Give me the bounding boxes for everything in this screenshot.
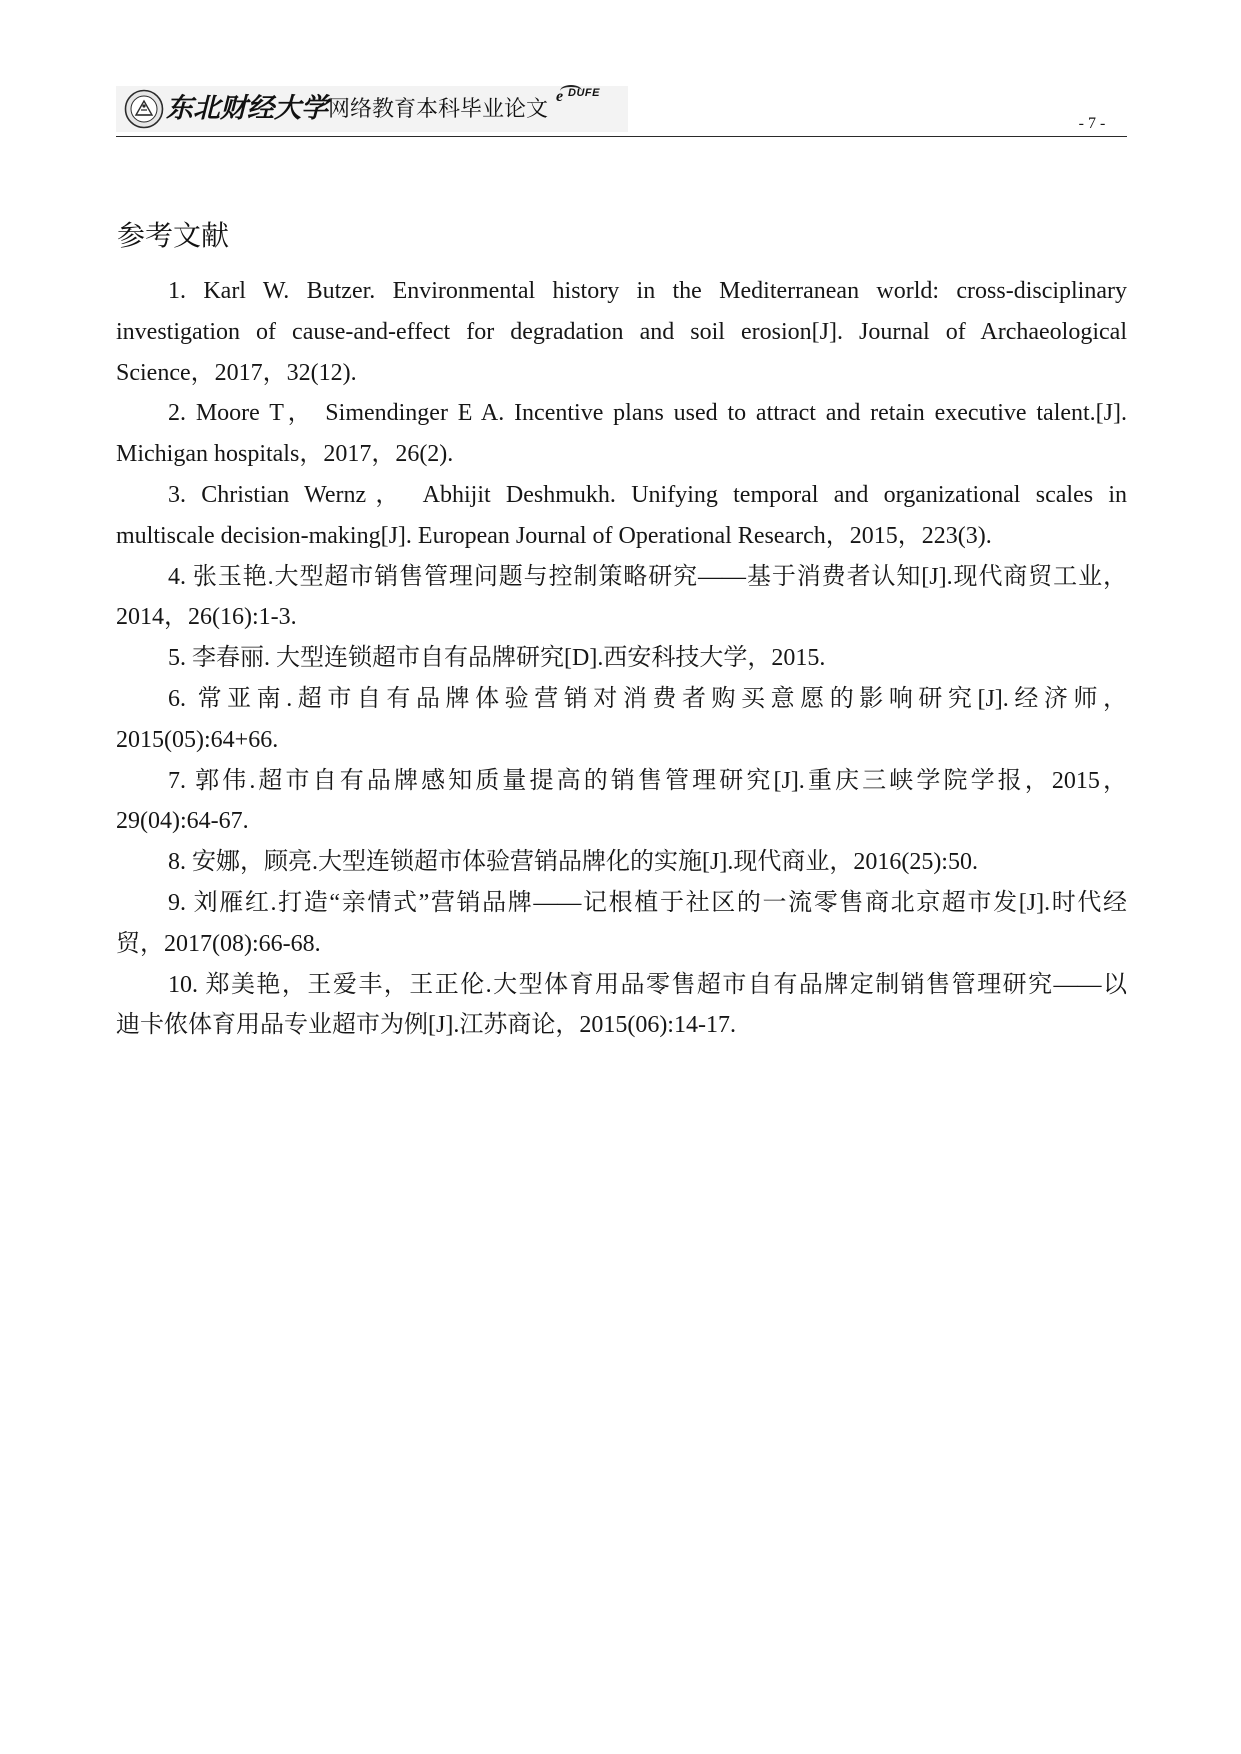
reference-item: [116, 883, 1127, 965]
reference-text: Christian Wernz， Abhijit Deshmukh. Unifying temporal and organizational scales in: [201, 481, 1128, 508]
header-divider: [116, 136, 1127, 137]
reference-line: [116, 883, 1127, 924]
reference-line: [116, 761, 1127, 802]
reference-number: 4.: [168, 563, 186, 590]
reference-number: 10.: [168, 971, 198, 998]
reference-line: 2014，26(16):1-3.: [116, 604, 297, 631]
reference-line: Michigan hospitals，2017，26(2).: [116, 441, 454, 468]
reference-text: 张玉艳.大型超市销售管理问题与控制策略研究——基于消费者认知[J].现代商贸工业，: [192, 563, 1128, 590]
reference-text: 常亚南.超市自有品牌体验营销对消费者购买意愿的影响研究[J].经济师，: [197, 685, 1128, 712]
reference-line: 贸，2017(08):66-68.: [116, 930, 321, 957]
reference-item: [116, 475, 1127, 557]
reference-list: [116, 271, 1127, 1046]
reference-number: 7.: [168, 767, 186, 794]
reference-item: [116, 393, 1127, 475]
reference-text: 李春丽. 大型连锁超市自有品牌研究[D].西安科技大学，2015.: [192, 645, 826, 672]
reference-number: 5.: [168, 645, 186, 672]
reference-text: 郭伟.超市自有品牌感知质量提高的销售管理研究[J].重庆三峡学院学报，2015，: [195, 767, 1127, 794]
header-banner: [116, 86, 628, 132]
reference-line: Science，2017，32(12).: [116, 359, 357, 386]
reference-text: 安娜，顾亮.大型连锁超市体验营销品牌化的实施[J].现代商业，2016(25):50.: [192, 849, 978, 876]
reference-number: 1.: [168, 278, 186, 304]
reference-item: [116, 557, 1127, 639]
reference-line: [116, 271, 1127, 312]
logo-e-letter: e: [556, 88, 564, 105]
reference-item: [116, 679, 1127, 761]
reference-text: Karl W. Butzer. Environmental history in the Mediterranean world: cross-disciplinary: [203, 278, 1127, 304]
university-name: 东北财经大学: [166, 93, 328, 124]
reference-line: [116, 842, 1127, 883]
reference-line: 29(04):64-67.: [116, 808, 249, 835]
reference-line: [116, 475, 1127, 516]
reference-text: 刘雁红.打造“亲情式”营销品牌——记根植于社区的一流零售商北京超市发[J].时代经: [193, 889, 1127, 916]
reference-number: 2.: [168, 400, 186, 427]
reference-number: 6.: [168, 685, 186, 712]
reference-line: multiscale decision-making[J]. European Journal of Operational Research，2015，223(3).: [116, 522, 992, 549]
reference-item: [116, 638, 1127, 679]
reference-item: [116, 965, 1127, 1047]
reference-item: [116, 842, 1127, 883]
reference-line: 2015(05):64+66.: [116, 726, 279, 753]
thesis-type-title: 网络教育本科毕业论文: [328, 97, 549, 122]
reference-line: [116, 679, 1127, 720]
dufe-logo: [556, 87, 624, 107]
reference-text: 郑美艳，王爱丰，王正伦.大型体育用品零售超市自有品牌定制销售管理研究——以: [205, 971, 1128, 998]
logo-text: DUFE: [568, 87, 600, 99]
reference-line: investigation of cause-and-effect for degradation and soil erosion[J]. Journal of Archaeological: [116, 318, 1127, 345]
page-number: - 7 -: [1078, 115, 1106, 132]
reference-line: [116, 638, 1127, 679]
reference-item: [116, 761, 1127, 843]
university-emblem-icon: [124, 89, 164, 129]
section-title: 参考文献: [117, 219, 230, 252]
reference-text: Moore T， Simendinger E A. Incentive plans used to attract and retain executive talent.[J].: [195, 400, 1128, 427]
reference-line: [116, 557, 1127, 598]
reference-line: 迪卡侬体育用品专业超市为例[J].江苏商论，2015(06):14-17.: [116, 1012, 736, 1039]
reference-number: 9.: [168, 889, 186, 916]
reference-number: 3.: [168, 481, 186, 508]
reference-line: [116, 965, 1127, 1006]
reference-number: 8.: [168, 849, 186, 876]
reference-line: [116, 393, 1127, 434]
reference-item: [116, 271, 1127, 393]
